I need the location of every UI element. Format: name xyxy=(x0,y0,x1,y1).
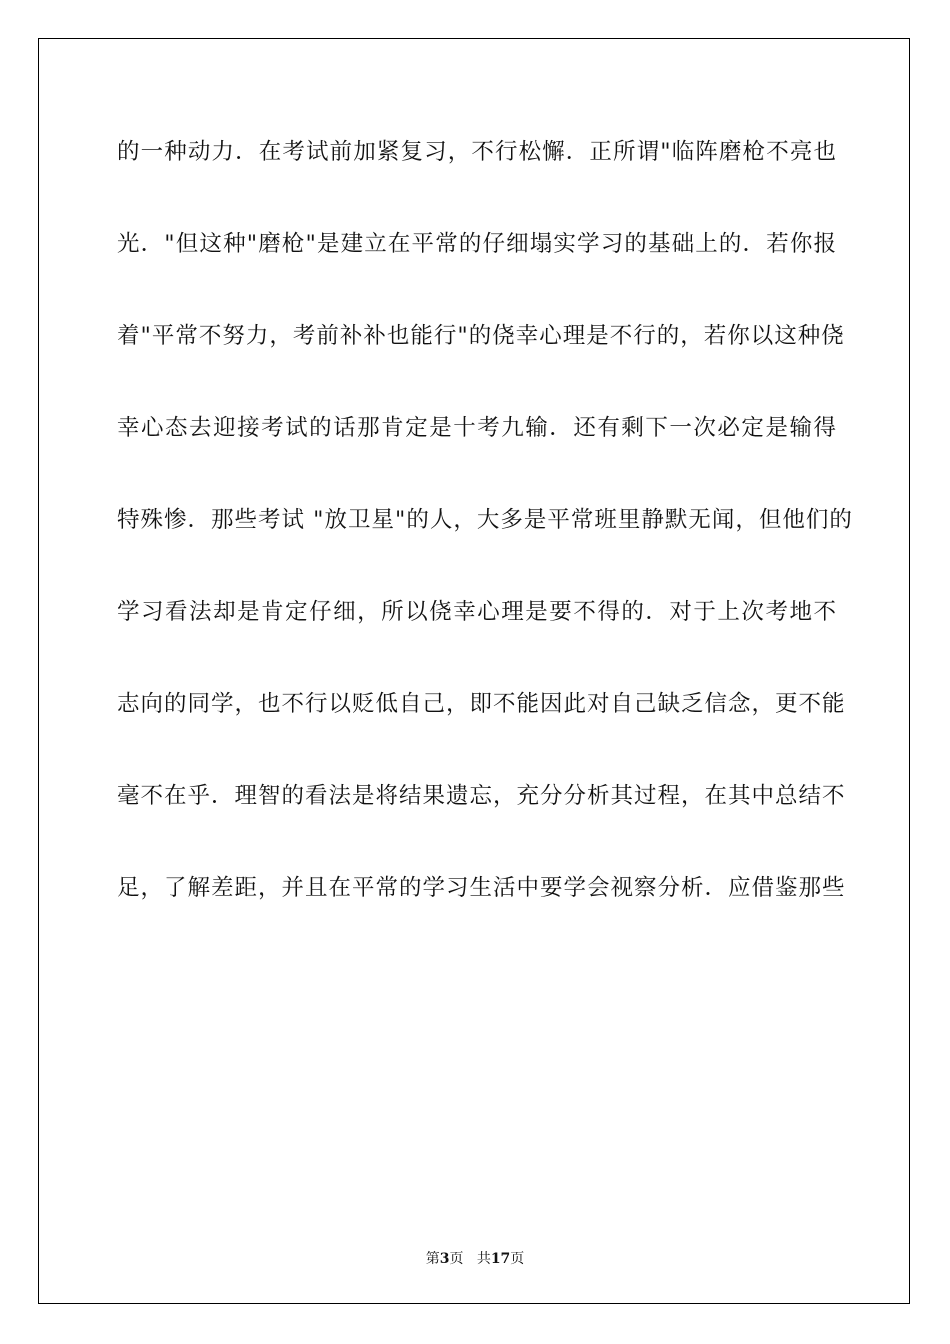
page-suffix: 页 xyxy=(449,1251,464,1267)
page-footer xyxy=(0,1248,950,1268)
text-line-8: 毫不在乎．理智的看法是将结果遗忘，充分分析其过程，在其中总结不 xyxy=(117,783,846,809)
text-line-4: 幸心态去迎接考试的话那肯定是十考九输．还有剩下一次必定是输得 xyxy=(117,415,837,441)
page-prefix: 第 xyxy=(425,1251,440,1267)
text-line-7: 志向的同学，也不行以贬低自己，即不能因此对自己缺乏信念，更不能 xyxy=(117,691,846,717)
document-body xyxy=(117,130,853,958)
page-number: 3 xyxy=(439,1251,450,1267)
text-line-6: 学习看法却是肯定仔细，所以侥幸心理是要不得的．对于上次考地不 xyxy=(117,599,837,625)
total-pages: 17 xyxy=(490,1251,511,1267)
text-line-9: 足，了解差距，并且在平常的学习生活中要学会视察分析．应借鉴那些 xyxy=(117,875,846,901)
total-prefix: 共 xyxy=(476,1251,491,1267)
total-suffix: 页 xyxy=(510,1251,525,1267)
text-line-1: 的一种动力．在考试前加紧复习，不行松懈．正所谓"临阵磨枪不亮也 xyxy=(117,139,837,165)
text-line-5: 特殊惨．那些考试 "放卫星"的人，大多是平常班里静默无闻，但他们的 xyxy=(117,507,853,533)
text-line-3: 着"平常不努力，考前补补也能行"的侥幸心理是不行的，若你以这种侥 xyxy=(117,323,845,349)
text-line-2: 光．"但这种"磨枪"是建立在平常的仔细塌实学习的基础上的．若你报 xyxy=(117,231,837,257)
